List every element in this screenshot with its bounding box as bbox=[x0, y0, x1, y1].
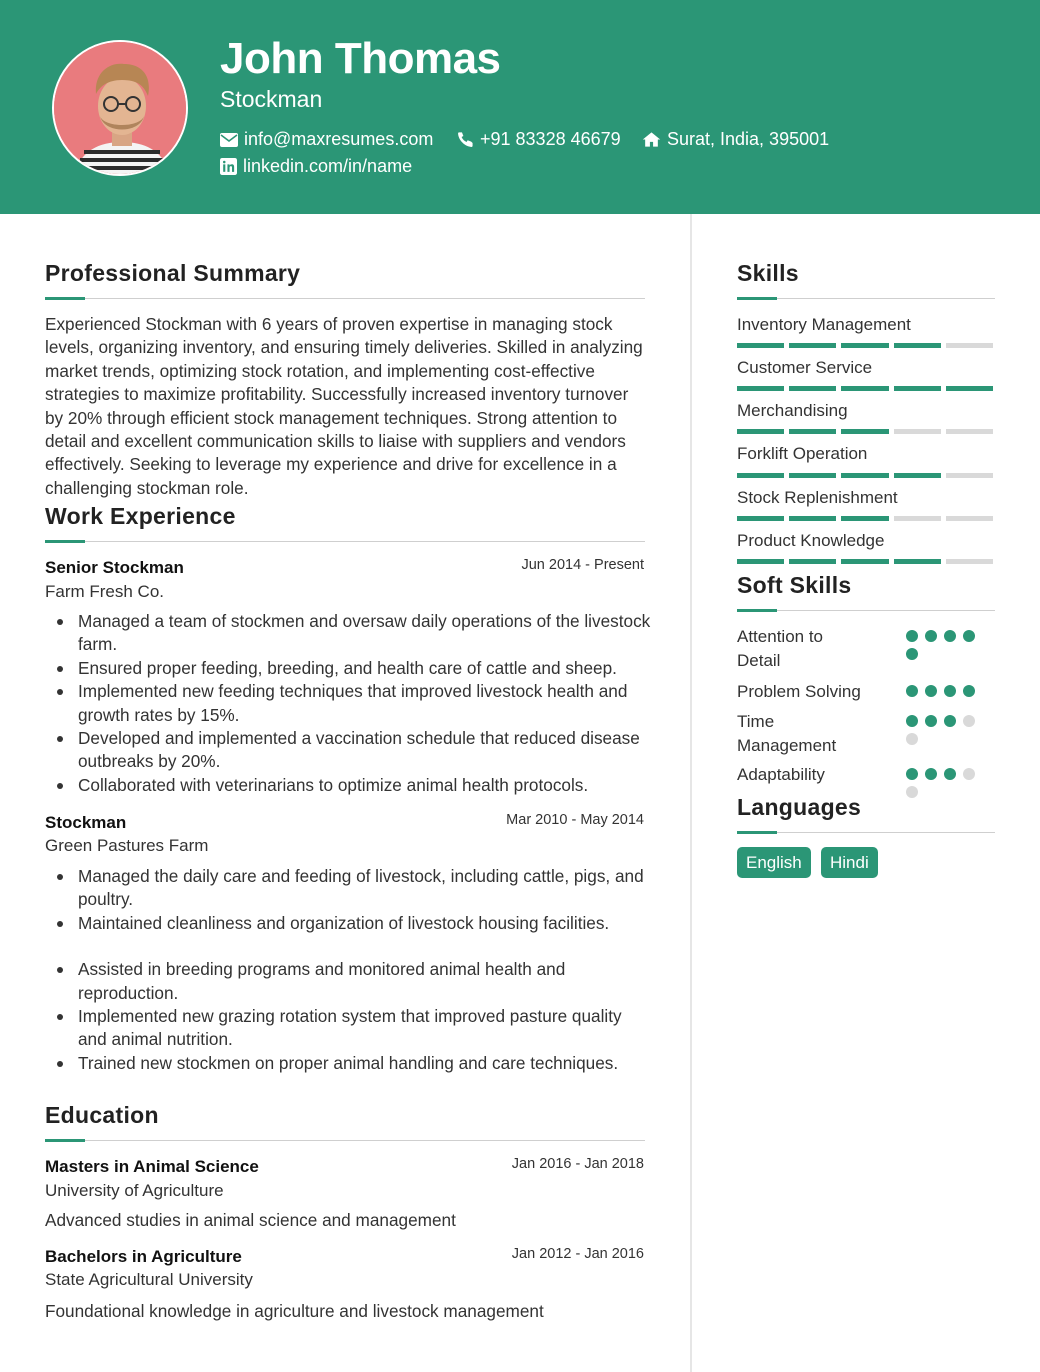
rating-dot-empty bbox=[963, 715, 975, 727]
list-item: Assisted in breeding programs and monitored animal health and reproduction. bbox=[45, 958, 655, 1005]
education-heading: Education bbox=[45, 1102, 159, 1128]
skill-segment-filled bbox=[789, 429, 836, 434]
linkedin-text: linkedin.com/in/name bbox=[243, 156, 413, 176]
rating-dot-filled bbox=[906, 630, 918, 642]
skill-segment-filled bbox=[737, 559, 784, 564]
language-badge: English bbox=[737, 847, 811, 878]
skill-name: Inventory Management bbox=[737, 315, 911, 334]
envelope-icon bbox=[220, 133, 238, 147]
list-item: Collaborated with veterinarians to optimize animal health protocols. bbox=[45, 774, 655, 797]
job-date: Mar 2010 - May 2014 bbox=[506, 812, 644, 828]
soft-skill-name: Problem Solving bbox=[737, 682, 861, 701]
rating-dot-filled bbox=[963, 685, 975, 697]
home-icon bbox=[642, 131, 661, 148]
linkedin-icon bbox=[220, 158, 237, 175]
skill-bar bbox=[737, 429, 993, 434]
skill-segment-filled bbox=[894, 559, 941, 564]
location-text: Surat, India, 395001 bbox=[667, 129, 830, 149]
skill-bar bbox=[737, 386, 993, 391]
person-avatar-icon bbox=[54, 42, 188, 176]
candidate-name: John Thomas bbox=[220, 34, 501, 83]
skills-accent bbox=[737, 297, 777, 300]
job-title: Stockman bbox=[45, 813, 127, 832]
skill-segment-filled bbox=[894, 473, 941, 478]
rating-dot-filled bbox=[906, 685, 918, 697]
soft-skill-dots bbox=[906, 685, 986, 697]
skill-segment-filled bbox=[841, 516, 888, 521]
skill-segment-filled bbox=[789, 559, 836, 564]
skill-segment-filled bbox=[841, 343, 888, 348]
degree-description: Foundational knowledge in agriculture and livestock management bbox=[45, 1301, 544, 1321]
experience-rule bbox=[45, 541, 645, 542]
resume-header bbox=[0, 0, 1040, 214]
school-name: University of Agriculture bbox=[45, 1181, 224, 1200]
job-date: Jun 2014 - Present bbox=[521, 557, 644, 573]
experience-accent bbox=[45, 540, 85, 543]
skill-segment-filled bbox=[841, 473, 888, 478]
skill-name: Merchandising bbox=[737, 401, 848, 420]
email-text: info@maxresumes.com bbox=[244, 129, 434, 149]
skill-segment-filled bbox=[737, 473, 784, 478]
rating-dot-filled bbox=[944, 630, 956, 642]
rating-dot-filled bbox=[944, 685, 956, 697]
soft-skill-dots bbox=[906, 630, 986, 660]
skill-segment-empty bbox=[946, 343, 993, 348]
email-contact[interactable] bbox=[220, 129, 433, 150]
rating-dot-filled bbox=[944, 715, 956, 727]
rating-dot-filled bbox=[963, 630, 975, 642]
soft-skill-name: Time Management bbox=[737, 712, 837, 755]
rating-dot-filled bbox=[925, 715, 937, 727]
skill-segment-filled bbox=[737, 516, 784, 521]
languages-heading: Languages bbox=[737, 794, 862, 820]
job-bullets bbox=[45, 610, 655, 797]
rating-dot-filled bbox=[906, 768, 918, 780]
rating-dot-filled bbox=[925, 685, 937, 697]
list-item: Maintained cleanliness and organization of livestock housing facilities. bbox=[45, 912, 655, 935]
rating-dot-filled bbox=[925, 630, 937, 642]
rating-dot-empty bbox=[906, 733, 918, 745]
skill-name: Customer Service bbox=[737, 358, 873, 377]
languages-accent bbox=[737, 831, 777, 834]
skill-segment-filled bbox=[841, 559, 888, 564]
soft-skill-name: Adaptability bbox=[737, 765, 825, 784]
list-item: Managed the daily care and feeding of livestock, including cattle, pigs, and poultry. bbox=[45, 865, 655, 912]
job-title: Senior Stockman bbox=[45, 558, 184, 577]
skill-segment-empty bbox=[946, 516, 993, 521]
language-badge: Hindi bbox=[821, 847, 878, 878]
linkedin-contact[interactable] bbox=[220, 156, 412, 177]
rating-dot-empty bbox=[963, 768, 975, 780]
skill-segment-filled bbox=[737, 429, 784, 434]
skill-segment-filled bbox=[737, 386, 784, 391]
location-contact bbox=[642, 129, 829, 150]
skill-segment-filled bbox=[894, 386, 941, 391]
summary-text: Experienced Stockman with 6 years of proven expertise in managing stock levels, organizing inventory, and ensuring timely deliveries. Skilled in analyzing market trends, optimizing stock rotation, and implementing cost-effective strategies to maximize profitability. Successfully increased inventory turnover by 20% through efficient stock management techniques. Strong attention to detail and excellent communication skills to liaise with suppliers and vendors effectively. Seeking to leverage my experience and drive for excellence in a challenging stockman role. bbox=[45, 314, 643, 498]
phone-icon bbox=[457, 131, 474, 148]
soft-skill-name: Attention to Detail bbox=[737, 627, 824, 670]
list-item: Implemented new feeding techniques that improved livestock health and growth rates by 15%. bbox=[45, 680, 655, 727]
soft-skills-heading: Soft Skills bbox=[737, 572, 852, 598]
school-name: State Agricultural University bbox=[45, 1270, 253, 1289]
skill-segment-filled bbox=[841, 386, 888, 391]
column-divider bbox=[690, 214, 692, 1372]
skill-segment-empty bbox=[894, 429, 941, 434]
skill-segment-filled bbox=[894, 343, 941, 348]
degree-title: Masters in Animal Science bbox=[45, 1157, 259, 1176]
skill-segment-filled bbox=[737, 343, 784, 348]
degree-description: Advanced studies in animal science and management bbox=[45, 1210, 456, 1230]
job-bullets bbox=[45, 865, 655, 1075]
skill-segment-filled bbox=[789, 516, 836, 521]
soft-skill-dots bbox=[906, 715, 986, 745]
skill-bar bbox=[737, 343, 993, 348]
skill-segment-empty bbox=[946, 559, 993, 564]
skill-bar bbox=[737, 516, 993, 521]
skill-segment-filled bbox=[946, 386, 993, 391]
candidate-job-title: Stockman bbox=[220, 86, 323, 112]
degree-title: Bachelors in Agriculture bbox=[45, 1247, 242, 1266]
skill-segment-filled bbox=[789, 473, 836, 478]
skills-heading: Skills bbox=[737, 260, 799, 286]
skill-bar bbox=[737, 559, 993, 564]
list-item: Developed and implemented a vaccination schedule that reduced disease outbreaks by 20%. bbox=[45, 727, 655, 774]
list-item: Trained new stockmen on proper animal handling and care techniques. bbox=[45, 1052, 655, 1075]
skill-bar bbox=[737, 473, 993, 478]
rating-dot-filled bbox=[944, 768, 956, 780]
skill-name: Product Knowledge bbox=[737, 531, 885, 550]
skill-segment-empty bbox=[894, 516, 941, 521]
job-company: Farm Fresh Co. bbox=[45, 582, 165, 601]
job-company: Green Pastures Farm bbox=[45, 836, 209, 855]
summary-rule bbox=[45, 298, 645, 299]
degree-date: Jan 2012 - Jan 2016 bbox=[511, 1246, 644, 1262]
rating-dot-empty bbox=[906, 786, 918, 798]
experience-heading: Work Experience bbox=[45, 503, 236, 529]
skill-segment-empty bbox=[946, 429, 993, 434]
skill-segment-filled bbox=[789, 343, 836, 348]
education-accent bbox=[45, 1139, 85, 1142]
phone-contact[interactable] bbox=[457, 129, 621, 150]
summary-heading: Professional Summary bbox=[45, 260, 301, 286]
phone-text: +91 83328 46679 bbox=[480, 129, 621, 149]
list-item: Ensured proper feeding, breeding, and health care of cattle and sheep. bbox=[45, 657, 655, 680]
skill-name: Stock Replenishment bbox=[737, 488, 898, 507]
profile-photo bbox=[52, 40, 188, 176]
degree-date: Jan 2016 - Jan 2018 bbox=[511, 1156, 644, 1172]
skill-segment-filled bbox=[841, 429, 888, 434]
rating-dot-filled bbox=[906, 648, 918, 660]
list-item: Managed a team of stockmen and oversaw daily operations of the livestock farm. bbox=[45, 610, 655, 657]
rating-dot-filled bbox=[925, 768, 937, 780]
soft-skill-dots bbox=[906, 768, 986, 798]
soft-skills-accent bbox=[737, 609, 777, 612]
summary-accent bbox=[45, 297, 85, 300]
education-rule bbox=[45, 1140, 645, 1141]
skill-segment-filled bbox=[789, 386, 836, 391]
list-item: Implemented new grazing rotation system that improved pasture quality and animal nutrition. bbox=[45, 1005, 655, 1052]
rating-dot-filled bbox=[906, 715, 918, 727]
skill-name: Forklift Operation bbox=[737, 444, 868, 463]
skill-segment-empty bbox=[946, 473, 993, 478]
